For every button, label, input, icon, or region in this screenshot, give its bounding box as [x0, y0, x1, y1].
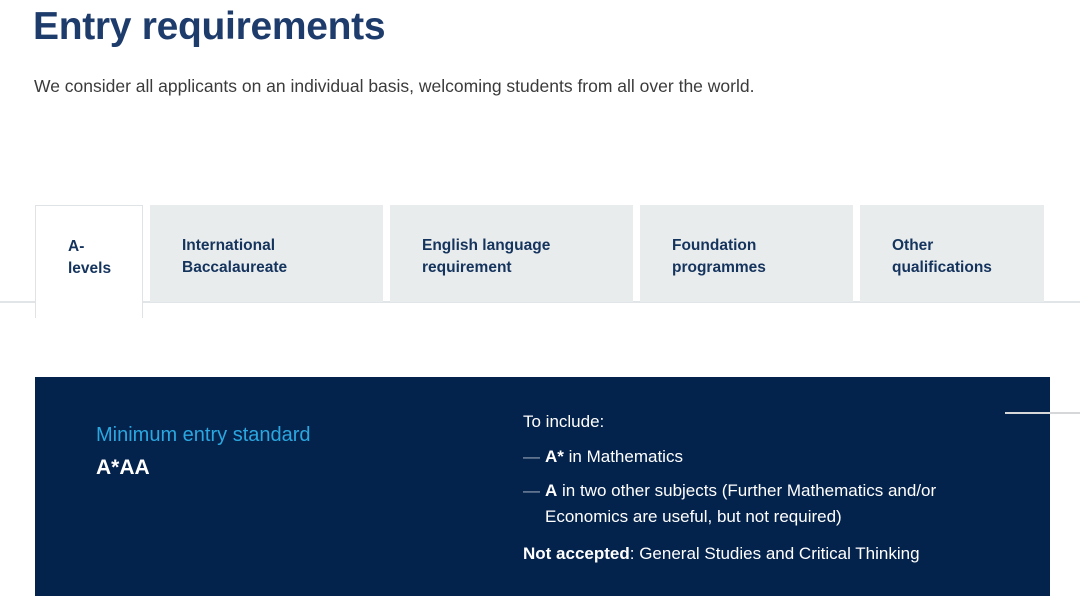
requirement-detail: in two other subjects (Further Mathematics and/or Economics are useful, but not required): [545, 481, 937, 526]
tab-international-baccalaureate[interactable]: [150, 205, 383, 302]
requirement-detail: in Mathematics: [563, 447, 683, 466]
list-item: [523, 444, 993, 470]
intro-text: We consider all applicants on an individual basis, welcoming students from all over the world.: [34, 76, 755, 96]
page-title: Entry requirements: [33, 5, 386, 48]
decorative-line: [1005, 412, 1080, 414]
not-accepted-label: Not accepted: [523, 544, 630, 563]
minimum-entry-block: [96, 422, 311, 481]
tab-label: A-levels: [68, 238, 112, 277]
to-include-label: To include:: [523, 412, 605, 431]
tab-label: English language requirement: [422, 237, 551, 276]
tab-foundation-programmes[interactable]: [640, 205, 853, 302]
minimum-grade-value: A*AA: [96, 456, 150, 479]
a-levels-requirements-panel: [35, 377, 1050, 596]
dash-icon: —: [523, 481, 540, 500]
requirements-detail-block: [523, 410, 993, 567]
requirement-grade: A*: [545, 447, 564, 466]
not-accepted-note: [523, 541, 993, 567]
tab-label: Other qualifications: [892, 237, 992, 276]
tab-english-language-requirement[interactable]: [390, 205, 633, 302]
requirements-list: [523, 444, 993, 530]
list-item: [523, 478, 993, 530]
requirement-grade: A: [545, 481, 558, 500]
requirement-text: [545, 444, 683, 470]
minimum-entry-standard-heading: Minimum entry standard: [96, 424, 311, 446]
dash-icon: —: [523, 447, 540, 466]
tab-label: International Baccalaureate: [182, 237, 288, 276]
tab-a-levels[interactable]: [35, 205, 143, 318]
tab-other-qualifications[interactable]: [860, 205, 1044, 302]
requirement-text: [545, 478, 993, 530]
tab-label: Foundation programmes: [672, 237, 766, 276]
not-accepted-text: : General Studies and Critical Thinking: [629, 544, 920, 563]
